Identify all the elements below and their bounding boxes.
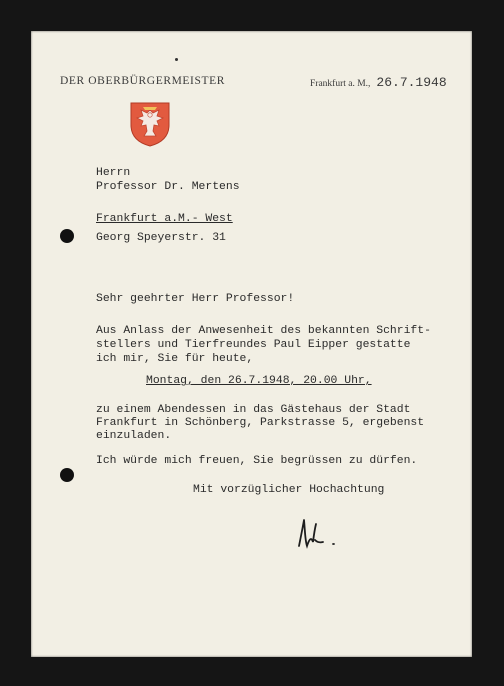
closing: Mit vorzüglicher Hochachtung — [193, 484, 385, 496]
para2-line: Frankfurt in Schönberg, Parkstrasse 5, ergebenst — [96, 417, 425, 429]
handwritten-signature — [295, 516, 343, 552]
frankfurt-eagle-crest-icon — [129, 101, 171, 147]
para2-line: zu einem Abendessen in das Gästehaus der Stadt — [96, 404, 411, 416]
punch-hole — [60, 468, 74, 482]
event-date: Montag, den 26.7.1948, 20.00 Uhr, — [146, 375, 372, 387]
para2-line: einzuladen. — [96, 430, 172, 442]
punch-hole — [60, 229, 74, 243]
recipient-herrn: Herrn — [96, 167, 131, 179]
para1-line: ich mir, Sie für heute, — [96, 353, 254, 365]
letterhead-place: Frankfurt a. M., — [310, 79, 371, 89]
paper-mark — [175, 58, 178, 61]
para3: Ich würde mich freuen, Sie begrüssen zu dürfen. — [96, 455, 418, 467]
recipient-city: Frankfurt a.M.- West — [96, 213, 233, 225]
greeting: Sehr geehrter Herr Professor! — [96, 293, 295, 305]
recipient-name: Professor Dr. Mertens — [96, 181, 240, 193]
recipient-street: Georg Speyerstr. 31 — [96, 232, 226, 244]
letter-date: 26.7.1948 — [376, 75, 447, 90]
letterhead-office: DER OBERBÜRGERMEISTER — [60, 75, 225, 87]
para1-line: Aus Anlass der Anwesenheit des bekannten Schrift- — [96, 325, 431, 337]
letterhead-date-line — [310, 73, 447, 91]
para1-line: stellers und Tierfreundes Paul Eipper gestatte — [96, 339, 411, 351]
letter-sheet — [31, 31, 472, 657]
